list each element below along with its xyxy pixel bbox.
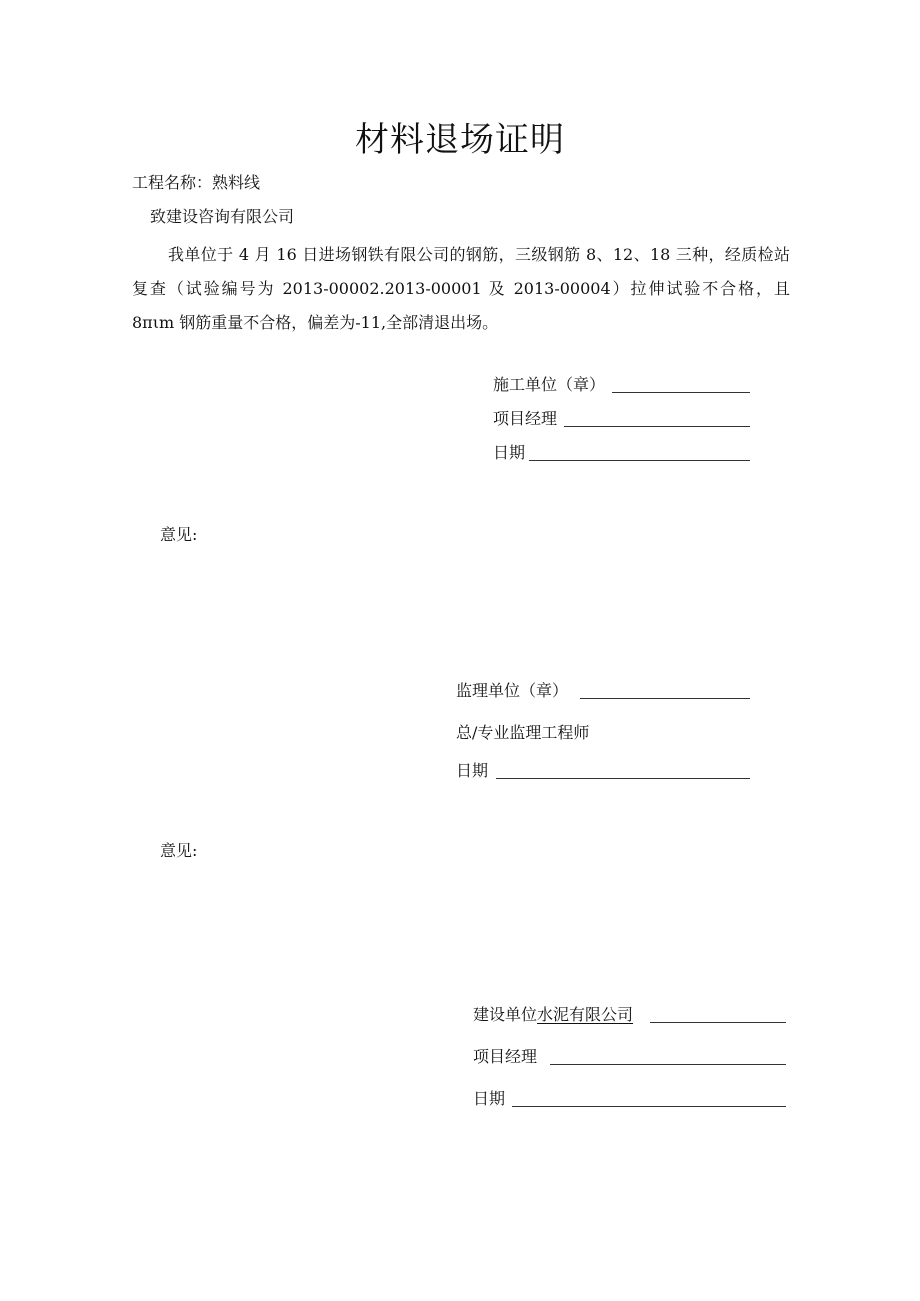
project-line [132,172,260,194]
owner-unit-blank[interactable] [650,1022,786,1023]
supervisor-unit-label: 监理单位（章） [456,681,569,700]
owner-manager-blank[interactable] [550,1064,786,1065]
supervisor-unit-blank[interactable] [580,698,750,699]
contractor-unit-blank[interactable] [612,392,750,393]
owner-unit-label: 建设单位 [473,1005,538,1024]
owner-opinion-label: 意见: [160,841,198,860]
document-title: 材料退场证明 [355,120,565,160]
contractor-manager-label: 项目经理 [493,409,558,428]
supervisor-date-blank[interactable] [496,778,750,779]
addressee: 致建设咨询有限公司 [150,207,295,226]
supervisor-opinion-label: 意见: [160,525,198,544]
contractor-unit-label: 施工单位（章） [493,375,606,394]
owner-date-blank[interactable] [512,1106,786,1107]
owner-date-label: 日期 [473,1089,506,1108]
owner-manager-label: 项目经理 [473,1047,538,1066]
supervisor-engineer-label: 总/专业监理工程师 [456,723,590,742]
owner-unit-line [473,1004,633,1026]
supervisor-date-label: 日期 [456,761,489,780]
body-paragraph: 我单位于 4 月 16 日进场钢铁有限公司的钢筋，三级钢筋 8、12、18 三种，经质检站复查（试验编号为 2013-00002.2013-00001 及 2013-00004）拉伸试验不合格，且 8πιm 钢筋重量不合格，偏差为-11,全部清退出场。 [132,245,790,332]
contractor-date-blank[interactable] [529,460,750,461]
owner-unit-name: 水泥有限公司 [537,1005,634,1024]
project-name: 熟料线 [212,173,261,192]
contractor-manager-blank[interactable] [564,426,750,427]
project-label: 工程名称： [132,173,213,192]
contractor-date-label: 日期 [493,443,526,462]
